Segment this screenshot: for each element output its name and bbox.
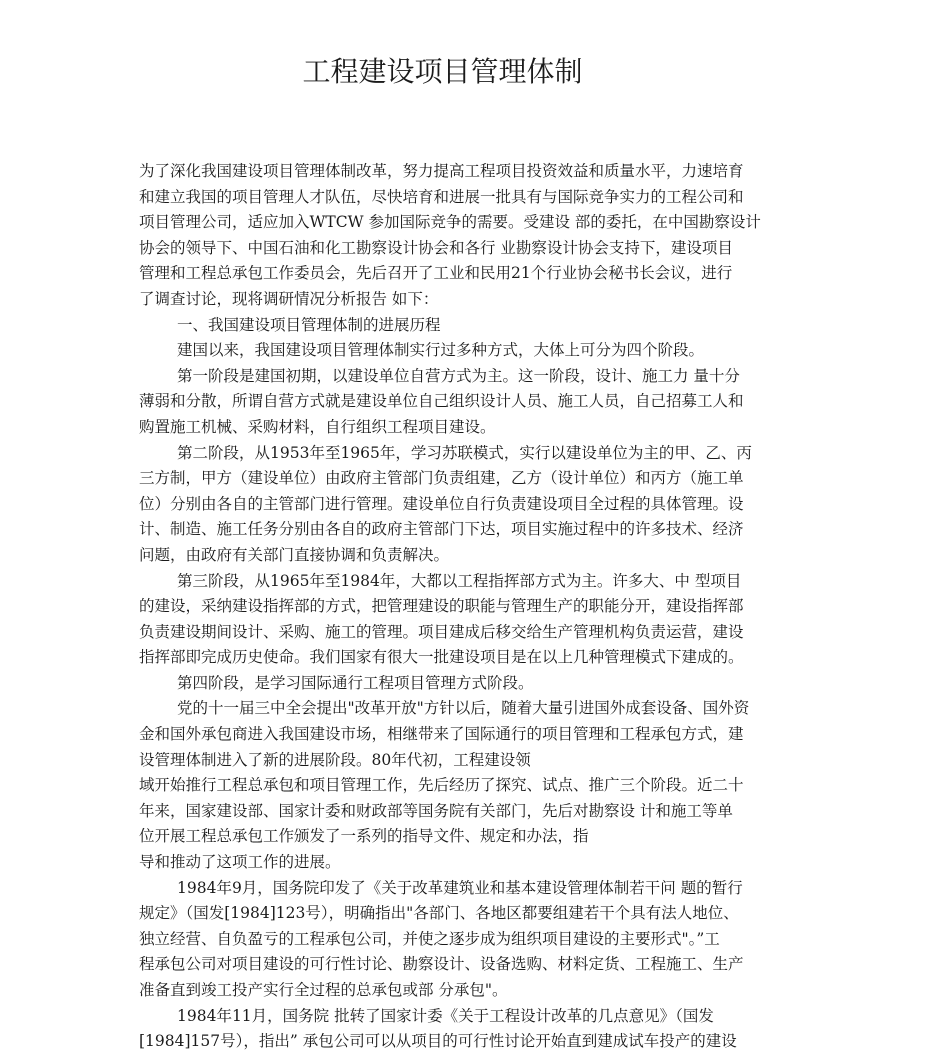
document-title: 工程建设项目管理体制 (302, 55, 583, 88)
text-line: 购置施工机械、采购材料，自行组织工程项目建设。 (139, 417, 496, 436)
text-line: 第四阶段，是学习国际通行工程项目管理方式阶段。 (177, 673, 534, 692)
text-line: 位开展工程总承包工作颁发了一系列的指导文件、规定和办法，指 (139, 827, 589, 846)
text-line: 指挥部即完成历史使命。我们国家有很大一批建设项目是在以上几种管理模式下建成的。 (139, 648, 744, 667)
text-line: 的建设，采纳建设指挥部的方式，把管理建设的职能与管理生产的职能分开，建设指挥部 (139, 597, 744, 616)
text-line: 问题，由政府有关部门直接协调和负责解决。 (139, 545, 450, 564)
text-line: 协会的领导下、中国石油和化工勘察设计协会和各行 业勘察设计协会支持下，建设项目 (139, 238, 733, 257)
text-line: 导和推动了这项工作的进展。 (139, 853, 341, 872)
text-line: 和建立我国的项目管理人才队伍，尽快培育和进展一批具有与国际竞争实力的工程公司和 (139, 187, 744, 206)
text-line: 一、我国建设项目管理体制的进展历程 (177, 315, 441, 334)
text-line: 第二阶段，从1953年至1965年，学习苏联模式，实行以建设单位为主的甲、乙、丙 (177, 443, 752, 462)
text-line: 程承包公司对项目建设的可行性讨论、勘察设计、设备选购、材料定货、工程施工、生产 (139, 955, 744, 974)
text-line: 位）分别由各自的主管部门进行管理。建设单位自行负责建设项目全过程的具体管理。设 (139, 494, 744, 513)
text-line: 管理和工程总承包工作委员会，先后召开了工业和民用21个行业协会秘书长会议，进行 (139, 264, 733, 283)
text-line: [1984]157号），指出” 承包公司可以从项目的可行性讨论开始直到建成试车投产的建设 (139, 1032, 737, 1050)
text-line: 第三阶段，从1965年至1984年，大都以工程指挥部方式为主。许多大、中 型项目 (177, 571, 742, 590)
text-line: 项目管理公司，适应加入WTCW 参加国际竞争的需要。受建设 部的委托，在中国勘察设计 (139, 213, 761, 232)
text-line: 准备直到竣工投产实行全过程的总承包或部 分承包"。 (139, 981, 508, 999)
text-line: 独立经营、自负盈亏的工程承包公司，并使之逐步成为组织项目建设的主要形式"。”工 (139, 929, 720, 948)
text-line: 了调查讨论，现将调研情况分析报告 如下： (139, 289, 439, 308)
text-line: 设管理体制进入了新的进展阶段。80年代初，工程建设领 (139, 750, 531, 769)
text-line: 金和国外承包商进入我国建设市场，相继带来了国际通行的项目管理和工程承包方式，建 (139, 725, 744, 744)
text-line: 1984年9月，国务院印发了《关于改革建筑业和基本建设管理体制若干问 题的暂行 (177, 878, 743, 897)
text-line: 第一阶段是建国初期，以建设单位自营方式为主。这一阶段，设计、施工力 量十分 (177, 366, 740, 385)
text-line: 1984年11月，国务院 批转了国家计委《关于工程设计改革的几点意见》（国发 (177, 1006, 714, 1025)
text-line: 域开始推行工程总承包和项目管理工作，先后经历了探究、试点、推广三个阶段。近二十 (139, 776, 744, 795)
text-line: 建国以来，我国建设项目管理体制实行过多种方式，大体上可分为四个阶段。 (177, 341, 705, 360)
text-line: 负责建设期间设计、采购、施工的管理。项目建成后移交给生产管理机构负责运营，建设 (139, 622, 744, 641)
text-line: 为了深化我国建设项目管理体制改革，努力提高工程项目投资效益和质量水平，力速培育 (139, 162, 744, 180)
text-line: 三方制，甲方（建设单位）由政府主管部门负责组建，乙方（设计单位）和丙方（施工单 (139, 469, 744, 488)
text-line: 年来，国家建设部、国家计委和财政部等国务院有关部门，先后对勘察设 计和施工等单 (139, 801, 733, 820)
text-line: 规定》（国发[1984]123号），明确指出"各部门、各地区都要组建若干个具有法人地位、 (139, 904, 739, 923)
text-line: 党的十一届三中全会提出"改革开放"方针以后，随着大量引进国外成套设备、国外资 (177, 699, 750, 718)
text-line: 计、制造、施工任务分别由各自的政府主管部门下达，项目实施过程中的许多技术、经济 (139, 520, 744, 539)
text-line: 薄弱和分散，所谓自营方式就是建设单位自己组织设计人员、施工人员，自己招募工人和 (139, 392, 744, 411)
document-body (139, 159, 829, 1050)
